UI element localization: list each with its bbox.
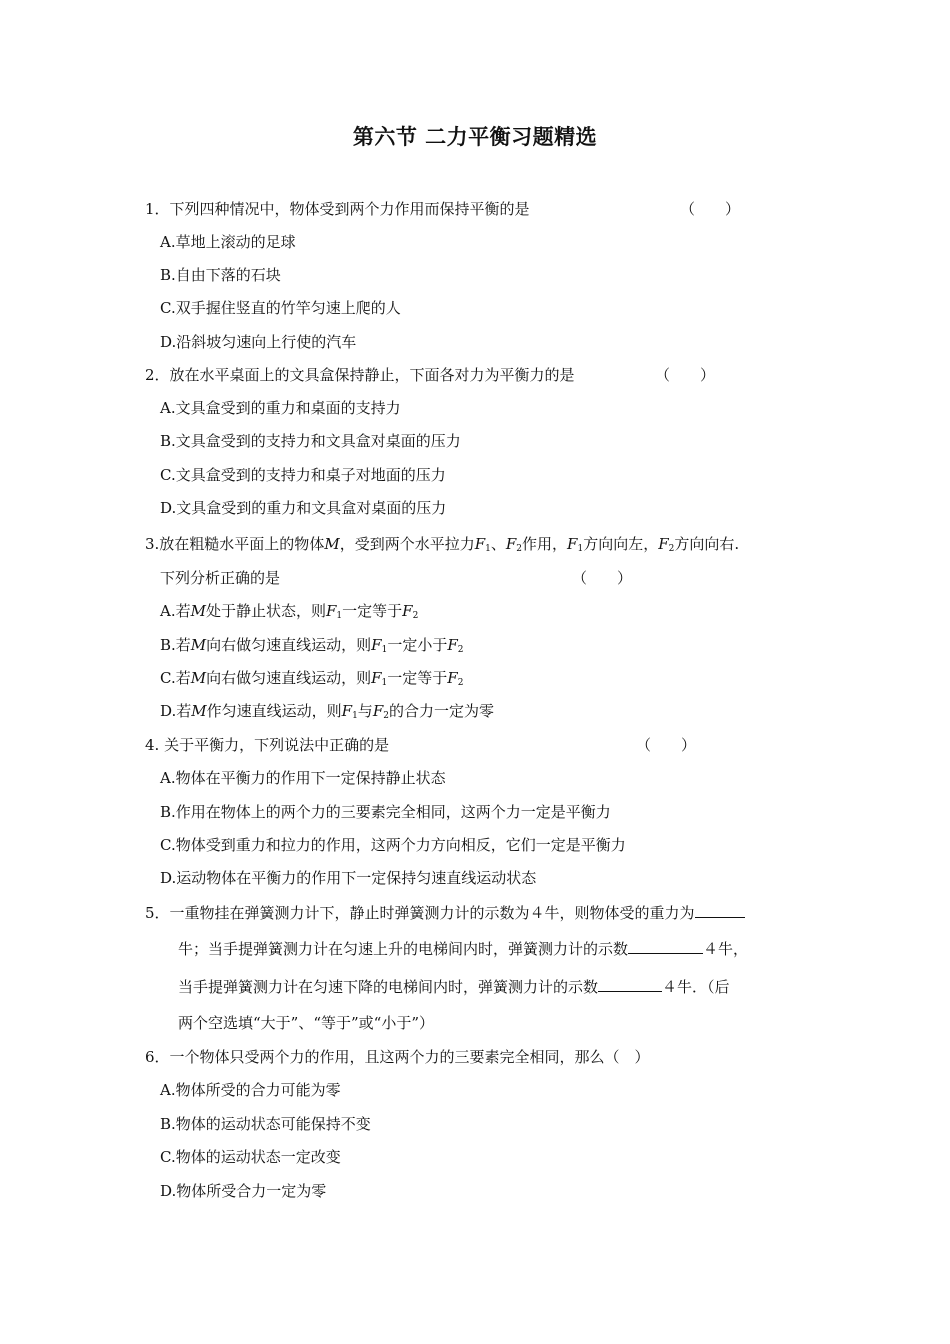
- question-3-option-b: B.若M向右做匀速直线运动，则$F_1$一定小于$F_2$: [160, 636, 464, 655]
- question-2-option-b: B.文具盒受到的支持力和文具盒对桌面的压力: [160, 432, 461, 450]
- question-4-option-b: B.作用在物体上的两个力的三要素完全相同，这两个力一定是平衡力: [160, 803, 611, 821]
- var-m: M: [324, 535, 340, 553]
- question-6-option-c: C.物体的运动状态一定改变: [160, 1148, 341, 1166]
- question-4-option-a: A.物体在平衡力的作用下一定保持静止状态: [160, 769, 446, 787]
- question-6-option-b: B.物体的运动状态可能保持不变: [160, 1115, 371, 1133]
- question-6-stem: 6．一个物体只受两个力的作用，且这两个力的三要素完全相同，那么（ ）: [145, 1048, 650, 1066]
- question-6-option-d: D.物体所受合力一定为零: [160, 1182, 327, 1200]
- question-4-answer-paren: （ ）: [636, 736, 697, 754]
- question-6-option-a: A.物体所受的合力可能为零: [160, 1081, 341, 1099]
- question-3-option-d: D.若M作匀速直线运动，则$F_1$与$F_2$的合力一定为零: [160, 702, 494, 721]
- question-3-option-c: C.若M向右做匀速直线运动，则$F_1$一定等于$F_2$: [160, 669, 464, 688]
- question-1-option-c: C.双手握住竖直的竹竿匀速上爬的人: [160, 299, 401, 317]
- question-1-answer-paren: （ ）: [680, 200, 741, 218]
- question-2-stem: 2．放在水平桌面上的文具盒保持静止，下面各对力为平衡力的是: [145, 366, 575, 384]
- question-3-stem-line-1: 3.放在粗糙水平面上的物体M，受到两个水平拉力$F_1$、$F_2$作用，$F_1$方向向左，$F_2$方向向右.: [145, 535, 740, 554]
- question-5-line-4: 两个空选填“大于”、“等于”或“小于”）: [178, 1014, 435, 1032]
- question-5-line-2: 牛；当手提弹簧测力计在匀速上升的电梯间内时，弹簧测力计的示数 ４牛，: [178, 937, 748, 960]
- fill-blank-3[interactable]: [598, 975, 662, 992]
- question-2-option-c: C.文具盒受到的支持力和桌子对地面的压力: [160, 466, 446, 484]
- question-1-option-d: D.沿斜坡匀速向上行使的汽车: [160, 333, 357, 351]
- question-4-option-c: C.物体受到重力和拉力的作用，这两个力方向相反，它们一定是平衡力: [160, 836, 626, 854]
- question-2-option-d: D.文具盒受到的重力和文具盒对桌面的压力: [160, 499, 447, 517]
- question-5-line-1: 5．一重物挂在弹簧测力计下，静止时弹簧测力计的示数为４牛，则物体受的重力为: [145, 901, 745, 924]
- question-4-option-d: D.运动物体在平衡力的作用下一定保持匀速直线运动状态: [160, 869, 537, 887]
- question-1-stem: 1．下列四种情况中，物体受到两个力作用而保持平衡的是: [145, 200, 530, 218]
- question-4-stem: 4. 关于平衡力，下列说法中正确的是: [145, 736, 390, 754]
- question-3-option-a: A.若M处于静止状态，则$F_1$一定等于$F_2$: [160, 602, 419, 621]
- fill-blank-1[interactable]: [695, 901, 745, 918]
- question-1-option-a: A.草地上滚动的足球: [160, 233, 296, 251]
- question-2-answer-paren: （ ）: [655, 366, 716, 384]
- fill-blank-2[interactable]: [628, 937, 703, 954]
- question-1-option-b: B.自由下落的石块: [160, 266, 281, 284]
- page-title: 第六节 二力平衡习题精选: [352, 124, 598, 149]
- question-3-stem-line-2: 下列分析正确的是: [160, 569, 281, 587]
- question-5-line-3: 当手提弹簧测力计在匀速下降的电梯间内时，弹簧测力计的示数 ４牛．（后: [178, 975, 730, 998]
- question-2-option-a: A.文具盒受到的重力和桌面的支持力: [160, 399, 401, 417]
- question-3-answer-paren: （ ）: [572, 569, 633, 587]
